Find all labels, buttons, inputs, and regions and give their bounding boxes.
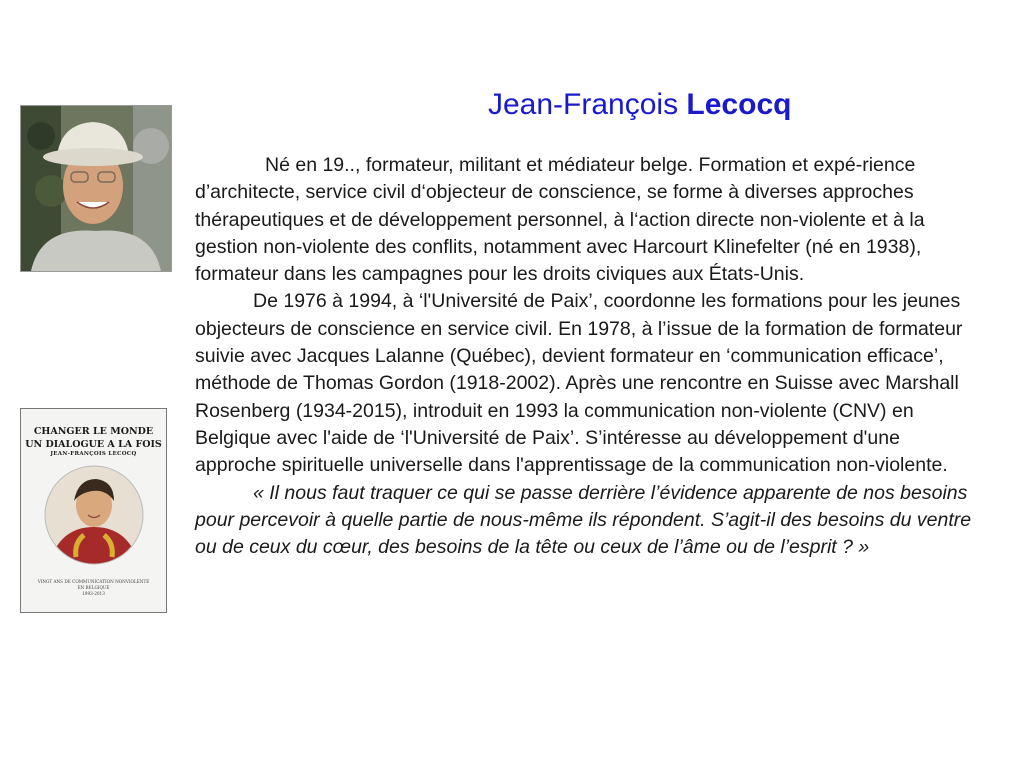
book-subtitle-line: 1993-2013 bbox=[82, 591, 105, 596]
biography-text bbox=[195, 152, 985, 561]
biography-paragraph-2: De 1976 à 1994, à ‘l'Université de Paix’, coordonne les formations pour les jeunes objecteurs de conscience en service civil. En 1978, à l’issue de la formation de formateur suivie avec Jacques Lalanne (Québec), devient formateur en ‘communication efficace’, méthode de Thomas Gordon (1918-2002). Après une rencontre en Suisse avec Marshall Rosenberg (1934-2015), introduit en 1993 la communication non-violente (CNV) en Belgique avec l'aide de ‘l'Université de Paix’. S’intéresse au développement d'une approche spirituelle universelle dans l'apprentissage de la communication non-violente. bbox=[195, 290, 963, 477]
book-cover bbox=[20, 408, 167, 613]
book-title-line: UN DIALOGUE A LA FOIS bbox=[25, 439, 162, 450]
book-subtitle-line: VINGT ANS DE COMMUNICATION NONVIOLENTE bbox=[37, 579, 150, 584]
quote-paragraph bbox=[195, 480, 985, 562]
book-cover-photo bbox=[44, 465, 144, 565]
title-first-name: Jean-François bbox=[488, 88, 679, 121]
title-last-name: Lecocq bbox=[686, 88, 792, 121]
page-title bbox=[488, 88, 791, 122]
biography-paragraph bbox=[195, 288, 985, 479]
book-subtitle bbox=[21, 579, 166, 597]
book-title-line: CHANGER LE MONDE bbox=[33, 426, 154, 437]
biography-paragraph-1: Né en 19.., formateur, militant et médiateur belge. Formation et expé-rience d’architecte, service civil d‘objecteur de conscience, se forme à diverses approches thérapeutiques et de développement personnel, à l‘action directe non-violente et à la gestion non-violente des conflits, notamment avec Harcourt Klinefelter (né en 1938), formateur dans les campagnes pour les droits civiques aux États-Unis. bbox=[195, 154, 925, 286]
author-quote: « Il nous faut traquer ce qui se passe derrière l’évidence apparente de nos besoins pour percevoir à quelle partie de nous-même ils répondent. S’agit-il des besoins du ventre ou de ceux du cœur, des besoins de la tête ou ceux de l’âme ou de l’esprit ? » bbox=[195, 481, 972, 559]
biography-paragraph bbox=[195, 152, 985, 288]
author-portrait-photo bbox=[20, 105, 172, 272]
book-title bbox=[21, 425, 166, 451]
book-author: JEAN-FRANÇOIS LECOCQ bbox=[50, 451, 137, 457]
book-subtitle-line: EN BELGIQUE bbox=[77, 585, 110, 590]
